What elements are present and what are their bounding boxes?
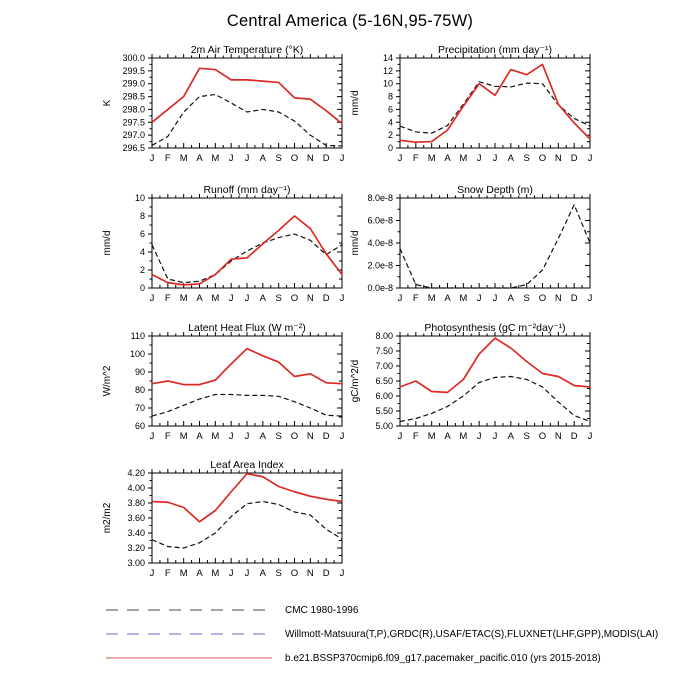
x-tick-label: J	[476, 293, 482, 304]
x-tick-label: J	[228, 431, 234, 442]
panel-title: 2m Air Temperature (°K)	[190, 44, 304, 56]
y-tick-label: 8.0e-8	[367, 193, 393, 203]
x-tick-label: D	[322, 568, 330, 579]
y-tick-label: 4	[139, 247, 145, 257]
y-tick-label: 6.00	[375, 391, 393, 401]
y-tick-label: 2.0e-8	[367, 260, 393, 271]
x-tick-label: J	[339, 293, 345, 304]
y-tick-label: 299.0	[122, 78, 145, 89]
y-tick-label: 7.50	[375, 346, 393, 356]
x-tick-label: J	[149, 568, 155, 579]
legend-label-observations: Willmott-Matsuura(T,P),GRDC(R),USAF/ETAC(S),FLUXNET(LHF,GPP),MODIS(LAI)	[285, 628, 659, 640]
x-tick-label: A	[444, 431, 451, 442]
x-tick-label: A	[196, 431, 203, 442]
y-tick-label: 300.0	[122, 53, 145, 63]
x-tick-label: O	[538, 431, 547, 442]
latent-heat-flux-model-line	[152, 349, 342, 385]
legend-label-model-run: b.e21.BSSP370cmip6.f09_g17.pacemaker_pacific.010 (yrs 2015-2018)	[285, 652, 601, 664]
y-tick-label: 3.00	[127, 558, 145, 568]
y-tick-label: 297.5	[122, 117, 145, 128]
x-tick-label: A	[507, 431, 515, 442]
snow-depth-observations-line	[400, 205, 590, 288]
chart-latent-heat-flux	[97, 322, 377, 448]
x-tick-label: J	[228, 293, 234, 304]
x-tick-label: J	[149, 293, 155, 304]
legend-item-cmc	[105, 598, 695, 622]
x-tick-label: F	[412, 153, 419, 164]
x-tick-label: J	[476, 431, 482, 442]
y-tick-label: 70	[134, 403, 145, 413]
x-tick-label: J	[587, 293, 593, 304]
x-tick-label: A	[507, 293, 515, 304]
x-tick-label: F	[164, 153, 171, 164]
y-tick-label: 80	[134, 385, 145, 395]
y-tick-label: 110	[130, 331, 145, 341]
axis-ticks	[148, 194, 342, 288]
chart-2m-air-temperature	[97, 44, 377, 170]
y-tick-label: 8	[387, 91, 393, 102]
x-tick-label: N	[306, 431, 314, 442]
y-tick-label: 4.20	[127, 468, 145, 478]
y-tick-label: 12	[382, 65, 393, 76]
x-tick-label: O	[538, 153, 547, 164]
x-tick-label: J	[228, 568, 234, 579]
x-tick-label: S	[275, 568, 282, 579]
axis-ticks	[148, 332, 342, 426]
chart-svg-snow-depth	[345, 184, 625, 310]
y-axis-label: K	[102, 99, 113, 107]
photosynthesis-observations-line	[400, 377, 590, 422]
y-axis-label: mm/d	[350, 230, 361, 256]
leaf-area-index-model-line	[152, 474, 342, 522]
x-tick-label: M	[211, 293, 220, 304]
x-tick-label: N	[554, 431, 562, 442]
y-tick-label: 296.5	[122, 143, 145, 153]
panel-title: Snow Depth (m)	[457, 184, 533, 196]
y-tick-label: 2	[139, 265, 145, 275]
plot-frame	[400, 198, 590, 288]
plot-frame	[400, 336, 590, 426]
panel-title: Runoff (mm day⁻¹)	[203, 184, 291, 196]
legend	[105, 598, 695, 670]
x-tick-label: M	[211, 431, 220, 442]
x-tick-label: N	[306, 293, 314, 304]
x-tick-label: J	[244, 568, 250, 579]
x-tick-label: N	[306, 153, 314, 164]
x-tick-label: F	[164, 293, 171, 304]
axis-ticks	[396, 332, 590, 426]
x-tick-label: M	[179, 568, 188, 579]
y-tick-label: 6	[387, 104, 393, 115]
x-tick-label: A	[259, 431, 267, 442]
y-axis-label: mm/d	[102, 230, 113, 256]
legend-item-model-run	[105, 646, 695, 670]
x-tick-label: J	[492, 293, 498, 304]
panel-title: Precipitation (mm day⁻¹)	[437, 44, 553, 56]
axis-ticks	[396, 54, 590, 148]
legend-label-cmc: CMC 1980-1996	[285, 604, 359, 616]
x-tick-label: J	[492, 153, 498, 164]
x-tick-label: S	[523, 153, 530, 164]
x-tick-label: D	[322, 153, 330, 164]
x-tick-label: A	[259, 153, 267, 164]
y-tick-label: 5.00	[375, 421, 393, 431]
x-tick-label: A	[444, 153, 451, 164]
x-tick-label: A	[259, 568, 267, 579]
x-tick-label: S	[523, 293, 530, 304]
x-tick-label: M	[211, 568, 220, 579]
y-tick-label: 10	[382, 78, 393, 89]
x-tick-label: M	[427, 153, 436, 164]
x-tick-label: D	[570, 153, 578, 164]
y-tick-label: 4.0e-8	[367, 238, 393, 248]
chart-svg-air-temperature	[97, 44, 377, 170]
runoff-model-line	[152, 216, 342, 285]
x-tick-label: S	[523, 431, 530, 442]
x-tick-label: O	[538, 293, 547, 304]
y-tick-label: 4	[387, 117, 393, 128]
chart-svg-leaf-area-index	[97, 459, 377, 585]
chart-leaf-area-index	[97, 459, 377, 585]
x-tick-label: M	[179, 153, 188, 164]
y-tick-label: 3.60	[127, 513, 145, 523]
x-tick-label: J	[339, 568, 345, 579]
legend-item-observations	[105, 622, 695, 646]
chart-snow-depth	[345, 184, 625, 310]
x-tick-label: S	[275, 153, 282, 164]
x-tick-label: O	[290, 153, 299, 164]
x-tick-label: M	[179, 431, 188, 442]
x-tick-label: J	[339, 431, 345, 442]
chart-precipitation	[345, 44, 625, 170]
x-tick-label: J	[397, 153, 403, 164]
x-tick-label: F	[164, 431, 171, 442]
y-tick-label: 0	[139, 283, 145, 293]
y-tick-label: 297.0	[122, 130, 145, 141]
x-tick-label: J	[492, 431, 498, 442]
chart-svg-runoff	[97, 184, 377, 310]
x-tick-label: O	[290, 431, 299, 442]
x-tick-label: A	[507, 153, 515, 164]
photosynthesis-model-line	[400, 338, 590, 392]
legend-line-observations-icon	[105, 630, 273, 638]
y-tick-label: 60	[134, 421, 145, 431]
y-tick-label: 3.40	[127, 528, 145, 538]
x-tick-label: J	[587, 431, 593, 442]
leaf-area-index-observations-line	[152, 502, 342, 549]
x-tick-label: J	[228, 153, 234, 164]
x-tick-label: J	[397, 293, 403, 304]
plot-frame	[152, 198, 342, 288]
y-tick-label: 5.50	[375, 406, 393, 416]
x-tick-label: J	[244, 431, 250, 442]
x-tick-label: D	[570, 431, 578, 442]
precipitation-model-line	[400, 64, 590, 142]
x-tick-label: N	[306, 568, 314, 579]
x-tick-label: F	[412, 293, 419, 304]
y-tick-label: 100	[129, 349, 145, 359]
x-tick-label: J	[339, 153, 345, 164]
x-tick-label: M	[427, 293, 436, 304]
y-axis-label: gC/m^2/d	[350, 359, 361, 403]
x-tick-label: M	[459, 431, 468, 442]
x-tick-label: J	[476, 153, 482, 164]
x-tick-label: A	[259, 293, 267, 304]
x-tick-label: S	[275, 431, 282, 442]
chart-svg-photosynthesis	[345, 322, 625, 448]
y-tick-label: 10	[134, 193, 145, 203]
x-tick-label: M	[427, 431, 436, 442]
latent-heat-flux-observations-line	[152, 395, 342, 417]
y-tick-label: 4.00	[127, 483, 145, 493]
axis-ticks	[396, 194, 590, 288]
legend-line-cmc-icon	[105, 606, 273, 614]
y-tick-label: 299.5	[122, 65, 145, 76]
y-tick-label: 6.0e-8	[367, 215, 393, 226]
plot-frame	[400, 58, 590, 148]
page-title: Central America (5-16N,95-75W)	[226, 12, 474, 30]
x-tick-label: M	[459, 153, 468, 164]
y-tick-label: 3.20	[127, 543, 145, 553]
x-tick-label: A	[444, 293, 451, 304]
x-tick-label: J	[397, 431, 403, 442]
axis-ticks	[148, 469, 342, 563]
y-tick-label: 298.5	[122, 91, 145, 102]
y-tick-label: 2	[387, 130, 393, 141]
plot-frame	[152, 473, 342, 563]
x-tick-label: J	[244, 153, 250, 164]
panel-title: Photosynthesis (gC m⁻²day⁻¹)	[424, 322, 566, 334]
chart-runoff	[97, 184, 377, 310]
x-tick-label: A	[196, 293, 203, 304]
y-tick-label: 0.0e-8	[367, 283, 393, 293]
x-tick-label: O	[290, 293, 299, 304]
x-tick-label: F	[164, 568, 171, 579]
x-tick-label: M	[179, 293, 188, 304]
y-tick-label: 6	[139, 229, 145, 239]
x-tick-label: F	[412, 431, 419, 442]
y-tick-label: 3.80	[127, 498, 145, 508]
y-tick-label: 8	[139, 211, 145, 221]
x-tick-label: D	[322, 293, 330, 304]
chart-photosynthesis	[345, 322, 625, 448]
x-tick-label: A	[196, 568, 203, 579]
legend-line-model-run-icon	[105, 654, 273, 662]
x-tick-label: J	[149, 431, 155, 442]
y-tick-label: 6.50	[375, 376, 393, 386]
x-tick-label: S	[275, 293, 282, 304]
x-tick-label: A	[196, 153, 203, 164]
y-tick-label: 14	[382, 53, 393, 63]
chart-svg-precipitation	[345, 44, 625, 170]
y-tick-label: 0	[387, 143, 393, 153]
x-tick-label: D	[570, 293, 578, 304]
y-tick-label: 298.0	[122, 104, 145, 115]
x-tick-label: N	[554, 293, 562, 304]
y-tick-label: 7.00	[375, 361, 393, 371]
x-tick-label: M	[459, 293, 468, 304]
air-temperature-model-line	[152, 68, 342, 123]
x-tick-label: J	[587, 153, 593, 164]
x-tick-label: N	[554, 153, 562, 164]
y-axis-label: W/m^2	[102, 365, 113, 397]
y-tick-label: 90	[134, 367, 145, 377]
x-tick-label: M	[211, 153, 220, 164]
plot-frame	[152, 58, 342, 148]
y-axis-label: m2/m2	[102, 502, 113, 534]
x-tick-label: J	[149, 153, 155, 164]
x-tick-label: D	[322, 431, 330, 442]
panel-title: Latent Heat Flux (W m⁻²)	[188, 322, 306, 334]
y-axis-label: mm/d	[350, 90, 361, 116]
panel-title: Leaf Area Index	[210, 459, 284, 471]
x-tick-label: O	[290, 568, 299, 579]
x-tick-label: J	[244, 293, 250, 304]
chart-svg-latent-heat-flux	[97, 322, 377, 448]
y-tick-label: 8.00	[375, 331, 393, 341]
